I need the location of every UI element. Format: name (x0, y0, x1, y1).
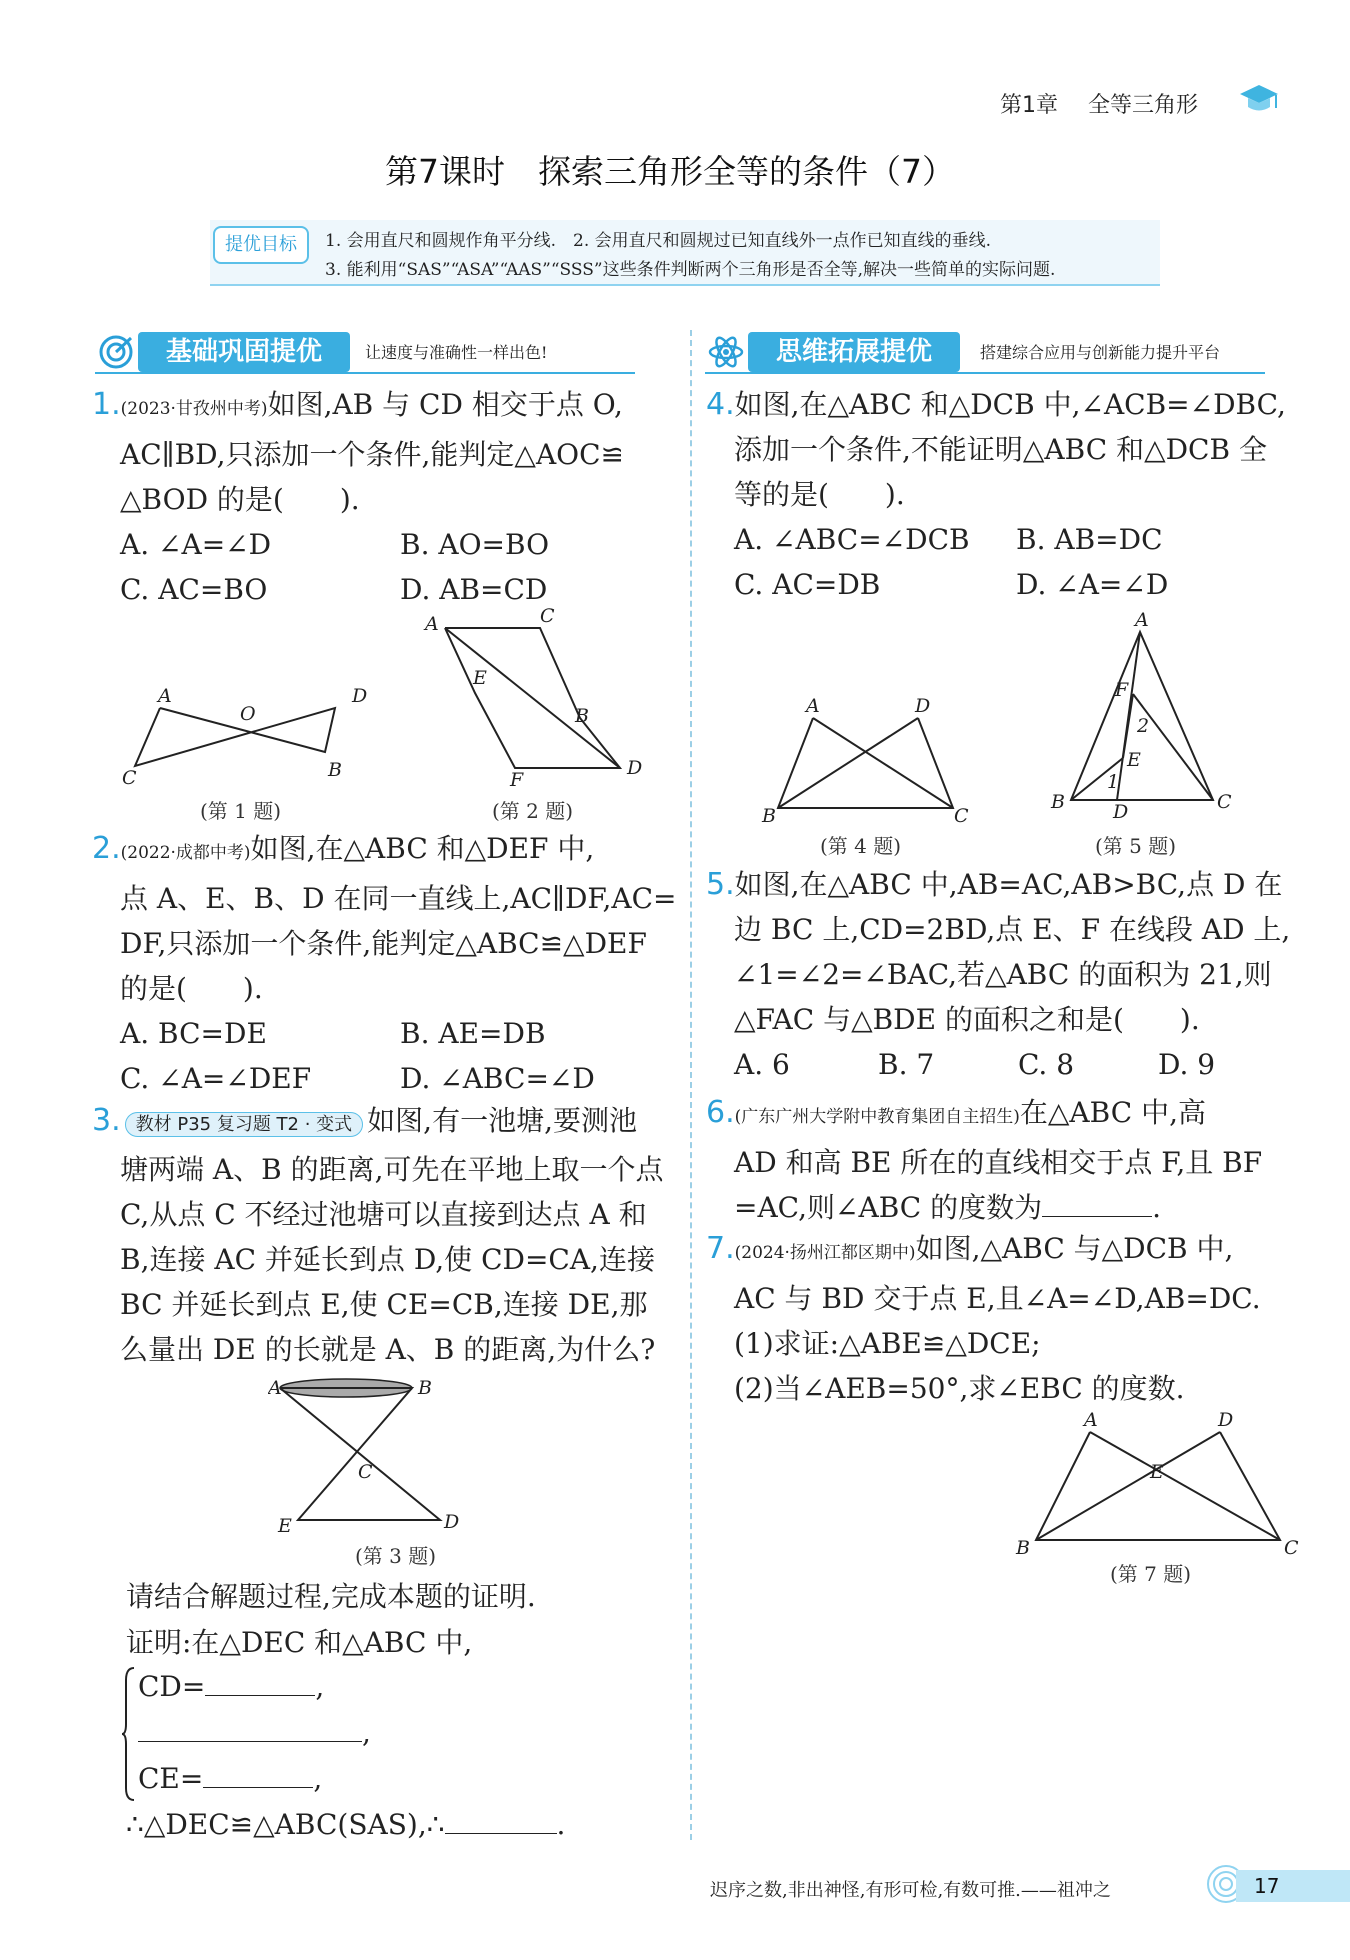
answer-blank[interactable] (1042, 1216, 1152, 1217)
right-section-rule (705, 372, 1265, 374)
fig1-label-d: D (352, 685, 368, 707)
fig1-label-c: C (122, 767, 137, 789)
proof-row-1: CD= , (138, 1670, 325, 1703)
question-number: 4. (706, 387, 735, 422)
question-text: B,连接 AC 并延长到点 D,使 CD=CA,连接 (120, 1243, 655, 1276)
fig5-label-2: 2 (1137, 715, 1150, 737)
answer-blank[interactable] (205, 1695, 315, 1696)
question-text: AC 与 BD 交于点 E,且∠A=∠D,AB=DC. (734, 1282, 1261, 1315)
question-text: =AC,则∠ABC 的度数为 (734, 1191, 1043, 1224)
fig5-label-e: E (1127, 749, 1141, 771)
brace (122, 1666, 136, 1802)
figure-5-caption: (第 5 题) (1095, 834, 1177, 858)
left-section-title: 基础巩固提优 (138, 332, 350, 372)
fig2-label-c: C (540, 608, 555, 627)
question-number: 7. (706, 1231, 735, 1266)
question-7 (706, 1226, 1296, 1411)
question-1 (92, 382, 682, 612)
fig5-label-d: D (1113, 801, 1129, 818)
question-text: △FAC 与△BDE 的面积之和是( ). (734, 1003, 1200, 1036)
figure-4 (758, 696, 978, 826)
option-d[interactable]: D. 9 (1158, 1048, 1216, 1081)
fig4-label-c: C (954, 805, 969, 826)
option-c[interactable]: C. AC=BO (120, 573, 268, 606)
question-text: AD 和高 BE 所在的直线相交于点 F,且 BF (734, 1146, 1263, 1179)
fig5-label-b: B (1051, 791, 1065, 813)
question-text: AC∥BD,只添加一个条件,能判定△AOC≌ (120, 438, 625, 471)
proof-row-label: CD= (138, 1670, 206, 1703)
question-text: 在△ABC 中,高 (1019, 1096, 1206, 1129)
question-text: 如图,AB 与 CD 相交于点 O, (267, 388, 623, 421)
fig4-label-a: A (806, 696, 820, 717)
graduation-cap-icon (1238, 82, 1280, 116)
textbook-tag: 教材 P35 复习题 T2 · 变式 (125, 1112, 364, 1137)
question-text: (2)当∠AEB=50°,求∠EBC 的度数. (734, 1372, 1185, 1405)
fig3-label-a: A (268, 1377, 282, 1399)
goals-label: 提优目标 (213, 226, 309, 264)
figure-3-caption: (第 3 题) (355, 1544, 437, 1568)
left-section-subtitle: 让速度与准确性一样出色! (365, 343, 548, 362)
option-c[interactable]: C. 8 (1018, 1048, 1075, 1081)
right-section-title: 思维拓展提优 (748, 332, 960, 372)
figure-3 (268, 1372, 498, 1542)
option-b[interactable]: B. AO=BO (400, 528, 550, 561)
lesson-title: 第7课时 探索三角形全等的条件（7） (385, 152, 955, 191)
question-text: DF,只添加一个条件,能判定△ABC≌△DEF (120, 927, 647, 960)
question-6: 6.(广东广州大学附中教育集团自主招生)在△ABC 中,高 AD 和高 BE 所在的直线相交于点 F,且 BF =AC,则∠ABC 的度数为 . (706, 1090, 1296, 1230)
goal-line-2: 3. 能利用“SAS”“ASA”“AAS”“SSS”这些条件判断两个三角形是否全等,解决一些简单的实际问题. (325, 260, 1056, 280)
fig2-label-d: D (627, 757, 643, 779)
option-c[interactable]: C. ∠A=∠DEF (120, 1062, 312, 1095)
answer-blank[interactable] (138, 1741, 362, 1742)
fig2-label-e: E (473, 667, 487, 689)
figure-7 (1010, 1408, 1300, 1558)
question-text: 么量出 DE 的长就是 A、B 的距离,为什么? (120, 1333, 656, 1366)
option-d[interactable]: D. AB=CD (400, 573, 548, 606)
left-section-rule (95, 372, 635, 374)
option-c[interactable]: C. AC=DB (734, 568, 881, 601)
question-text: ∠1=∠2=∠BAC,若△ABC 的面积为 21,则 (734, 958, 1272, 991)
fig4-label-b: B (762, 805, 776, 826)
target-icon (98, 334, 134, 370)
column-divider (690, 330, 692, 1840)
q3-prompt: 请结合解题过程,完成本题的证明. (126, 1580, 536, 1613)
option-a[interactable]: A. BC=DE (120, 1017, 267, 1050)
figure-5 (1045, 608, 1245, 818)
question-3 (92, 1098, 682, 1372)
option-a[interactable]: A. 6 (734, 1048, 790, 1081)
question-5 (706, 862, 1296, 1087)
figure-4-caption: (第 4 题) (820, 834, 902, 858)
atom-icon (708, 334, 744, 370)
option-b[interactable]: B. AB=DC (1016, 523, 1163, 556)
question-number: 3. (92, 1103, 121, 1138)
question-source: (广东广州大学附中教育集团自主招生) (734, 1107, 1020, 1127)
fig2-label-b: B (575, 705, 589, 727)
question-text: 的是( ). (120, 972, 263, 1005)
option-b[interactable]: B. AE=DB (400, 1017, 546, 1050)
chapter-number: 第1章 (1000, 93, 1058, 118)
question-number: 5. (706, 867, 735, 902)
fig1-label-o: O (240, 703, 256, 725)
question-text: 如图,在△ABC 中,AB=AC,AB>BC,点 D 在 (734, 868, 1283, 901)
fig5-label-f: F (1115, 679, 1129, 701)
question-text: BC 并延长到点 E,使 CE=CB,连接 DE,那 (120, 1288, 648, 1321)
proof-conclusion: ∴△DEC≌△ABC(SAS),∴ . (126, 1808, 566, 1841)
option-a[interactable]: A. ∠ABC=∠DCB (734, 523, 970, 556)
fig5-label-c: C (1217, 791, 1232, 813)
question-source: (2023·甘孜州中考) (120, 399, 268, 419)
question-number: 6. (706, 1095, 735, 1130)
answer-blank[interactable] (203, 1787, 313, 1788)
fig3-label-c: C (358, 1461, 373, 1483)
question-text: 塘两端 A、B 的距离,可先在平地上取一个点 (120, 1153, 664, 1186)
fig7-label-b: B (1016, 1537, 1030, 1558)
question-text: 边 BC 上,CD=2BD,点 E、F 在线段 AD 上, (734, 913, 1291, 946)
proof-row-2: , (138, 1710, 371, 1755)
fig3-label-d: D (444, 1511, 460, 1533)
fig1-label-b: B (328, 759, 342, 781)
question-text: △BOD 的是( ). (120, 483, 360, 516)
question-number: 2. (92, 831, 121, 866)
fig5-label-1: 1 (1107, 771, 1120, 793)
figure-7-caption: (第 7 题) (1110, 1562, 1192, 1586)
proof-conclusion-text: ∴△DEC≌△ABC(SAS),∴ (126, 1808, 445, 1841)
question-2 (92, 826, 682, 1101)
fig4-label-d: D (915, 696, 931, 717)
fig7-label-d: D (1218, 1409, 1234, 1431)
question-text: (1)求证:△ABE≌△DCE; (734, 1327, 1041, 1360)
answer-blank[interactable] (445, 1833, 557, 1834)
right-section-subtitle: 搭建综合应用与创新能力提升平台 (980, 343, 1221, 362)
fig3-label-b: B (418, 1377, 432, 1399)
fig1-label-a: A (158, 685, 172, 707)
fig7-label-a: A (1084, 1409, 1098, 1431)
option-d[interactable]: D. ∠ABC=∠D (400, 1062, 595, 1095)
proof-row-3: CE= , (138, 1762, 323, 1795)
fig5-label-a: A (1135, 609, 1149, 631)
fig2-label-a: A (425, 613, 439, 635)
question-number: 1. (92, 387, 121, 422)
question-source: (2022·成都中考) (120, 843, 251, 863)
page-number: 17 (1236, 1870, 1350, 1902)
chapter-title: 全等三角形 (1088, 93, 1199, 118)
question-text: C,从点 C 不经过池塘可以直接到达点 A 和 (120, 1198, 647, 1231)
fig7-label-e: E (1150, 1461, 1164, 1483)
question-text: 如图,有一池塘,要测池 (367, 1104, 637, 1137)
question-text: 等的是( ). (734, 478, 905, 511)
figure-1 (110, 680, 370, 800)
question-text: 添加一个条件,不能证明△ABC 和△DCB 全 (734, 433, 1267, 466)
question-source: (2024·扬州江都区期中) (734, 1243, 916, 1263)
figure-2 (415, 608, 655, 798)
question-text: 点 A、E、B、D 在同一直线上,AC∥DF,AC= (120, 882, 677, 915)
fig7-label-c: C (1284, 1537, 1299, 1558)
option-b[interactable]: B. 7 (878, 1048, 935, 1081)
fig2-label-f: F (510, 769, 524, 791)
footer-quote: 迟序之数,非出神怪,有形可检,有数可推.——祖冲之 (710, 1880, 1111, 1901)
proof-row-label: CE= (138, 1762, 204, 1795)
question-text: 如图,在△ABC 和△DEF 中, (250, 832, 595, 865)
chapter-header (1000, 88, 1198, 119)
question-4 (706, 382, 1296, 607)
question-text: 如图,△ABC 与△DCB 中, (915, 1232, 1234, 1265)
figure-2-caption: (第 2 题) (492, 799, 574, 823)
option-d[interactable]: D. ∠A=∠D (1016, 568, 1169, 601)
question-text: 如图,在△ABC 和△DCB 中,∠ACB=∠DBC, (734, 388, 1286, 421)
goal-line-1: 1. 会用直尺和圆规作角平分线. 2. 会用直尺和圆规过已知直线外一点作已知直线的垂线. (325, 231, 992, 251)
option-a[interactable]: A. ∠A=∠D (120, 528, 272, 561)
figure-1-caption: (第 1 题) (200, 799, 282, 823)
q3-proof-intro: 证明:在△DEC 和△ABC 中, (126, 1626, 473, 1659)
fig3-label-e: E (278, 1515, 292, 1537)
